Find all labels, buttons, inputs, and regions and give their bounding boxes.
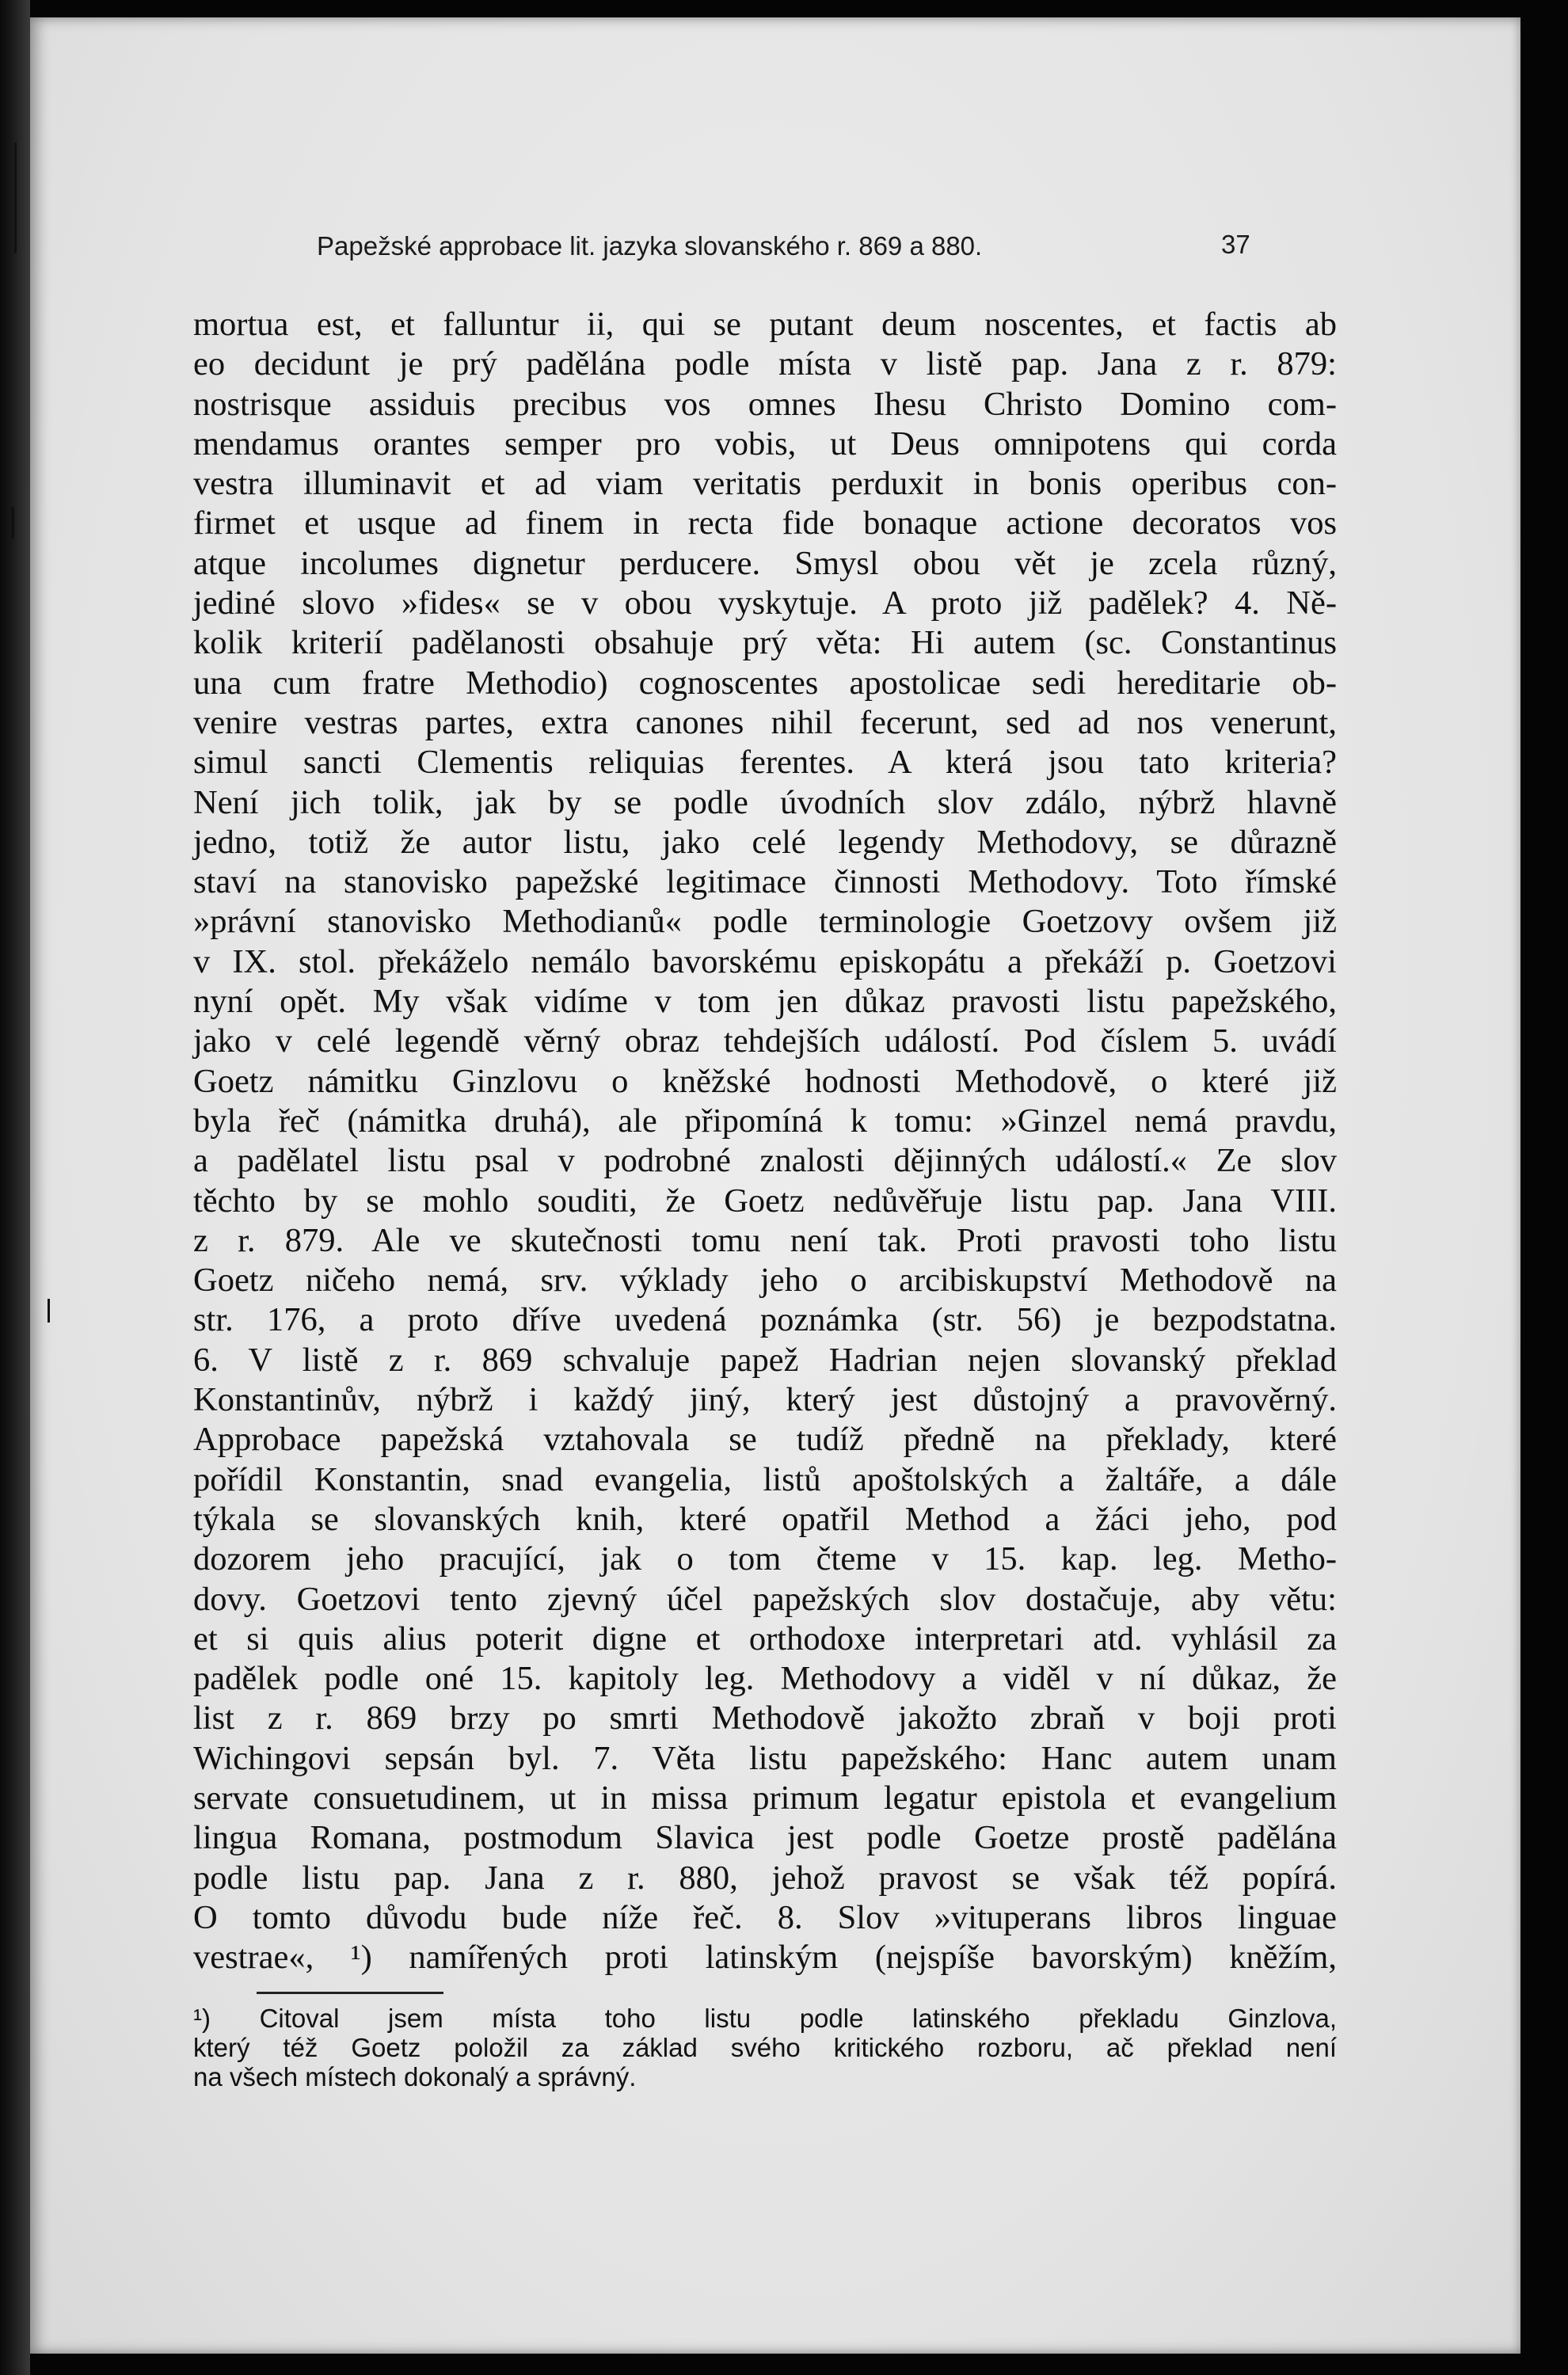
text-line: una cum fratre Methodio) cognoscentes apostolicae sedi hereditarie ob- <box>193 664 1337 702</box>
text-line: eo decidunt je prý padělána podle místa v listě pap. Jana z r. 879: <box>193 345 1337 383</box>
text-line: Goetz ničeho nemá, srv. výklady jeho o arcibiskupství Methodově na <box>193 1262 1337 1300</box>
text-line: Konstantinův, nýbrž i každý jiný, který jest důstojný a pravověrný. <box>193 1381 1337 1419</box>
text-line: padělek podle oné 15. kapitoly leg. Methodovy a viděl v ní důkaz, že <box>193 1660 1337 1698</box>
text-line: týkala se slovanských knih, které opatřil Method a žáci jeho, pod <box>193 1500 1337 1538</box>
text-line: mendamus orantes semper pro vobis, ut Deus omnipotens qui corda <box>193 424 1337 462</box>
footnote-line: ¹) Citoval jsem místa toho listu podle latinského překladu Ginzlova, <box>193 2004 1337 2033</box>
text-line: dozorem jeho pracující, jak o tom čteme v 15. kap. leg. Metho- <box>193 1540 1337 1578</box>
text-line: servate consuetudinem, ut in missa primum legatur epistola et evangelium <box>193 1779 1337 1817</box>
text-line: mortua est, et falluntur ii, qui se putant deum noscentes, et factis ab <box>193 306 1337 343</box>
footnote-line: který též Goetz položil za základ svého kritického rozboru, ač překlad není <box>193 2033 1337 2062</box>
text-line: těchto by se mohlo souditi, že Goetz nedůvěřuje listu pap. Jana VIII. <box>193 1182 1337 1220</box>
text-line: a padělatel listu psal v podrobné znalosti dějinných událostí.« Ze slov <box>193 1142 1337 1180</box>
text-line: jako v celé legendě věrný obraz tehdejších událostí. Pod číslem 5. uvádí <box>193 1022 1337 1060</box>
text-line: byla řeč (námitka druhá), ale připomíná k tomu: »Ginzel nemá pravdu, <box>193 1102 1337 1140</box>
text-line: 6. V listě z r. 869 schvaluje papež Hadrian nejen slovanský překlad <box>193 1341 1337 1379</box>
text-line: venire vestras partes, extra canones nihil fecerunt, sed ad nos venerunt, <box>193 703 1337 741</box>
text-line: »právní stanovisko Methodianů« podle terminologie Goetzovy ovšem již <box>193 903 1337 941</box>
text-line: podle listu pap. Jana z r. 880, jehož pravost se však též popírá. <box>193 1859 1337 1897</box>
text-line: et si quis alius poterit digne et orthodoxe interpretari atd. vyhlásil za <box>193 1619 1337 1658</box>
text-line: Není jich tolik, jak by se podle úvodních slov zdálo, nýbrž hlavně <box>193 783 1337 821</box>
text-line: pořídil Konstantin, snad evangelia, listů apoštolských a žaltáře, a dále <box>193 1460 1337 1498</box>
text-line: staví na stanovisko papežské legitimace činnosti Methodovy. Toto římské <box>193 863 1337 901</box>
text-line: nyní opět. My však vidíme v tom jen důkaz pravosti listu papežského, <box>193 983 1337 1021</box>
text-line: O tomto důvodu bude níže řeč. 8. Slov »vituperans libros linguae <box>193 1898 1337 1936</box>
book-binding-edge <box>0 0 30 2375</box>
text-line: str. 176, a proto dříve uvedená poznámka (str. 56) je bezpodstatna. <box>193 1301 1337 1339</box>
text-line: lingua Romana, postmodum Slavica jest podle Goetze prostě padělána <box>193 1819 1337 1857</box>
text-line: jediné slovo »fides« se v obou vyskytuje. A proto již padělek? 4. Ně- <box>193 584 1337 622</box>
text-line: nostrisque assiduis precibus vos omnes Ihesu Christo Domino com- <box>193 385 1337 423</box>
running-header: Papežské approbace lit. jazyka slovanského r. 869 a 880. <box>317 231 983 261</box>
scan-mark <box>48 1299 50 1323</box>
text-line: Wichingovi sepsán byl. 7. Věta listu papežského: Hanc autem unam <box>193 1739 1337 1777</box>
text-line: Approbace papežská vztahovala se tudíž předně na překlady, které <box>193 1421 1337 1459</box>
text-line: Goetz námitku Ginzlovu o kněžské hodnosti Methodově, o které již <box>193 1062 1337 1100</box>
footnote-separator <box>257 1992 443 1994</box>
page-number: 37 <box>1221 230 1250 259</box>
text-line: dovy. Goetzovi tento zjevný účel papežských slov dostačuje, aby větu: <box>193 1580 1337 1618</box>
text-line: v IX. stol. překáželo nemálo bavorskému episkopátu a překáží p. Goetzovi <box>193 942 1337 980</box>
text-line: vestra illuminavit et ad viam veritatis perduxit in bonis operibus con- <box>193 465 1337 503</box>
text-line: list z r. 869 brzy po smrti Methodově jakožto zbraň v boji proti <box>193 1699 1337 1737</box>
text-line: vestrae«, ¹) namířených proti latinským (nejspíše bavorským) kněžím, <box>193 1939 1337 1977</box>
text-line: jedno, totiž že autor listu, jako celé legendy Methodovy, se důrazně <box>193 823 1337 861</box>
body-text <box>193 305 1337 1977</box>
scan-mark <box>14 143 17 253</box>
footnote-line: na všech místech dokonalý a správný. <box>193 2062 637 2091</box>
scan-mark <box>11 507 14 539</box>
footnotes <box>193 2004 1337 2091</box>
text-line: atque incolumes dignetur perducere. Smysl obou vět je zcela různý, <box>193 544 1337 582</box>
text-line: z r. 879. Ale ve skutečnosti tomu není tak. Proti pravosti toho listu <box>193 1221 1337 1259</box>
text-line: firmet et usque ad finem in recta fide bonaque actione decoratos vos <box>193 504 1337 542</box>
text-line: kolik kriterií padělanosti obsahuje prý věta: Hi autem (sc. Constantinus <box>193 624 1337 662</box>
text-line: simul sancti Clementis reliquias ferentes. A která jsou tato kriteria? <box>193 744 1337 782</box>
